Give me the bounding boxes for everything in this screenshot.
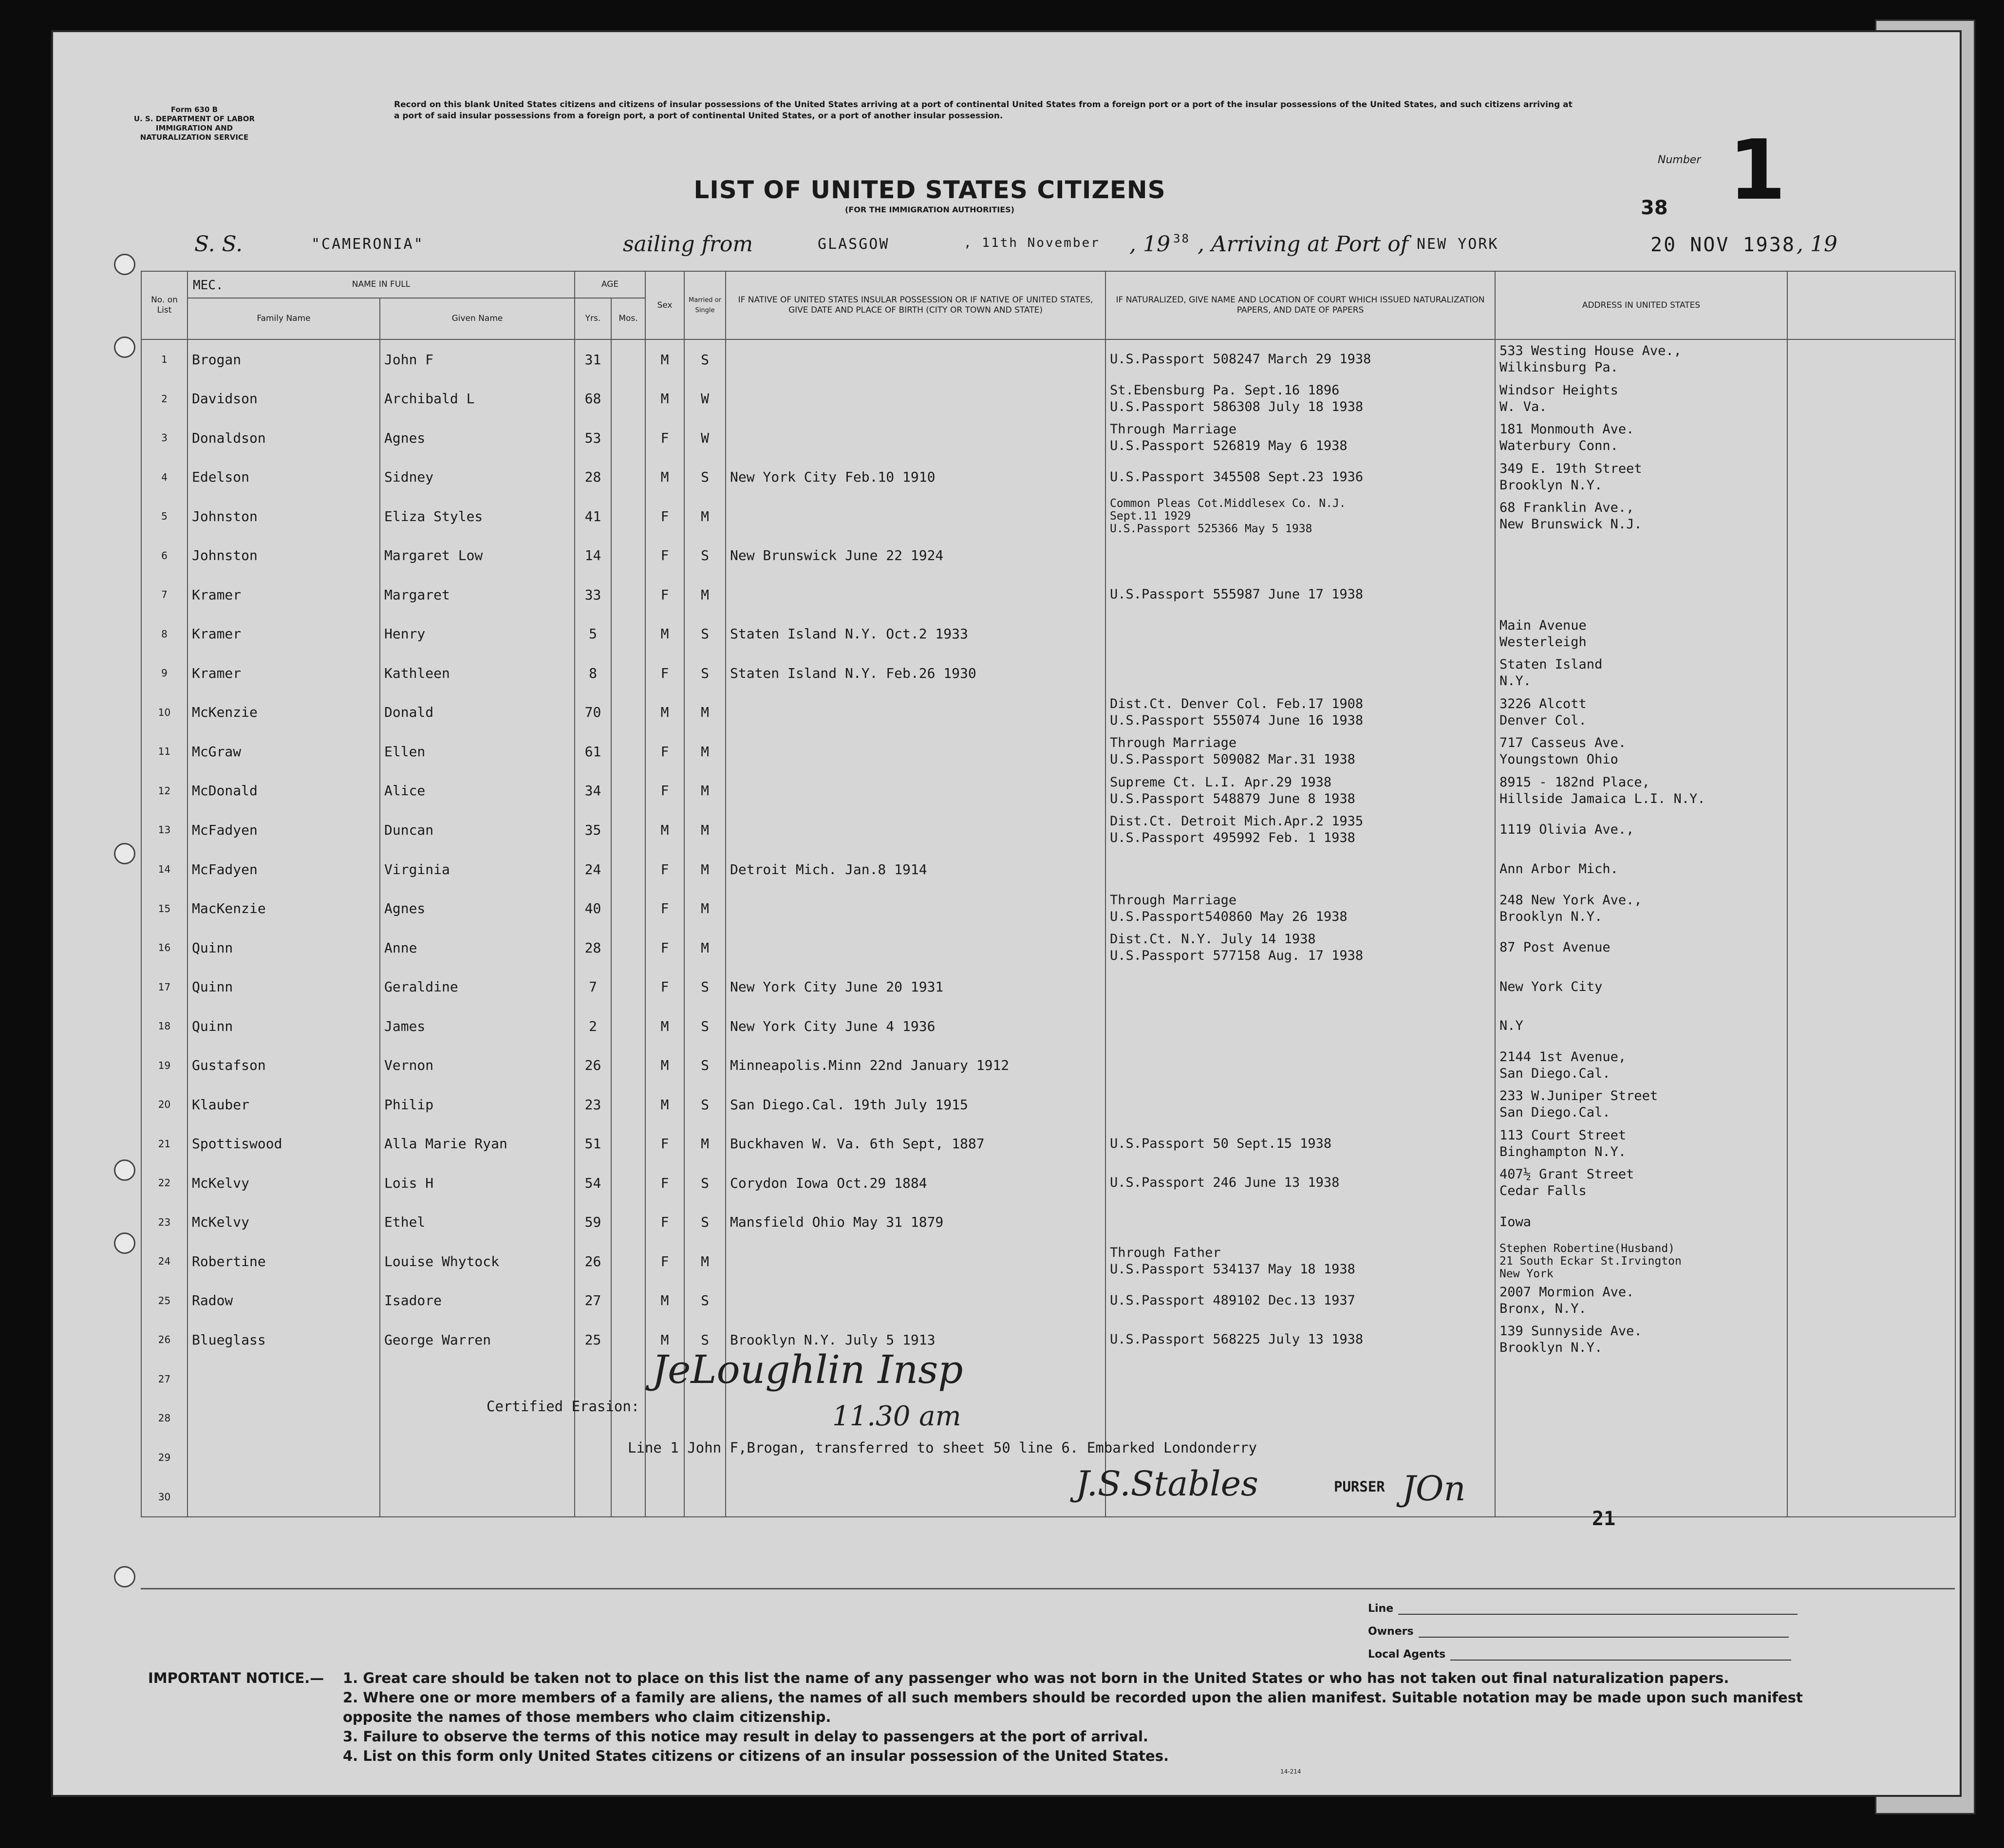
ship-name: "CAMERONIA" — [311, 236, 424, 253]
list-number: 1 — [1728, 122, 1786, 219]
table-row: 25 Radow Isadore 27 M S U.S.Passport 489102 Dec.13 1937 2007 Mormion Ave. Bronx, N.Y. — [141, 1281, 1955, 1320]
arriving-label: , Arriving at Port of — [1198, 232, 1408, 257]
line-field: Line — [1368, 1603, 1798, 1615]
col-no-on-list: No. on List — [141, 271, 187, 339]
notice-heading: IMPORTANT NOTICE.— — [148, 1670, 324, 1686]
table-row: 7 Kramer Margaret 33 F M U.S.Passport 555987 June 17 1938 — [141, 575, 1955, 615]
table-row: 26 Blueglass George Warren 25 M S Brooklyn N.Y. July 5 1913 U.S.Passport 568225 July 13 1938 139 Sunnyside Ave. Brooklyn N.Y. — [141, 1320, 1955, 1360]
notice-item: 3. Failure to observe the terms of this notice may result in delay to passengers at the port of arrival. — [343, 1728, 1148, 1745]
notice-list — [343, 1668, 1853, 1766]
passenger-table — [141, 271, 1956, 1517]
table-row: 21 Spottiswood Alla Marie Ryan 51 F M Buckhaven W. Va. 6th Sept, 1887 U.S.Passport 50 Sept.15 1938 113 Court Street Binghampton N.Y. — [141, 1124, 1955, 1163]
table-row: 16 Quinn Anne 28 F M Dist.Ct. N.Y. July 14 1938 U.S.Passport 577158 Aug. 17 1938 87 Post Avenue — [141, 928, 1955, 968]
purser-label: PURSER — [1334, 1478, 1385, 1495]
col-age: AGE — [575, 271, 645, 298]
table-row: 18 Quinn James 2 M S New York City June 4 1936 N.Y — [141, 1007, 1955, 1046]
year-label: , 19 — [1797, 232, 1837, 257]
punch-hole — [114, 254, 135, 275]
print-code: 14-214 — [1280, 1768, 1301, 1775]
table-row: 15 MacKenzie Agnes 40 F M Through Marriage U.S.Passport540860 May 26 1938 248 New York Ave., Brooklyn N.Y. — [141, 889, 1955, 928]
col-family-name: Family Name — [187, 298, 380, 339]
table-row: 22 McKelvy Lois H 54 F S Corydon Iowa Oct.29 1884 U.S.Passport 246 June 13 1938 407½ Grant Street Cedar Falls — [141, 1163, 1955, 1203]
arrival-date-stamp: 20 NOV 1938 — [1650, 234, 1796, 256]
col-extra — [1787, 271, 1955, 339]
table-row: 5 Johnston Eliza Styles 41 F M Common Pleas Cot.Middlesex Co. N.J. Sept.11 1929 U.S.Passport 525366 May 5 1938 68 Franklin Ave., New Brunswick N.J. — [141, 497, 1955, 536]
sailing-label: sailing from — [623, 232, 753, 257]
certified-erasion-label: Certified Erasion: — [487, 1398, 640, 1415]
time-note: 11.30 am — [832, 1400, 961, 1432]
col-given-name: Given Name — [380, 298, 575, 339]
table-row: 29 — [141, 1437, 1955, 1477]
table-row: 6 Johnston Margaret Low 14 F S New Brunswick June 22 1924 — [141, 536, 1955, 576]
notice-item: 2. Where one or more members of a family are aliens, the names of all such members should be recorded upon the alien manifest. Suitable notation may be made upon such manifest opposite the names of those members who claim citizenship. — [343, 1689, 1803, 1725]
table-row: 8 Kramer Henry 5 M S Staten Island N.Y. Oct.2 1933 Main Avenue Westerleigh — [141, 615, 1955, 654]
table-row: 1 Brogan John F 31 M S U.S.Passport 508247 March 29 1938 533 Westing House Ave., Wilkinsburg Pa. — [141, 339, 1955, 379]
number-label: Number — [1658, 154, 1701, 166]
erasion-line-note: Line 1 John F,Brogan, transferred to sheet 50 line 6. Embarked Londonderry — [628, 1439, 1257, 1456]
purser-initials: JOn — [1402, 1469, 1466, 1509]
ss-label: S. S. — [194, 232, 243, 257]
mec-label: MEC. — [193, 278, 224, 293]
table-row: 11 McGraw Ellen 61 F M Through Marriage U.S.Passport 509082 Mar.31 1938 717 Casseus Ave. Youngstown Ohio — [141, 732, 1955, 771]
port-to: NEW YORK — [1417, 236, 1499, 253]
owners-field: Owners — [1368, 1625, 1789, 1638]
notice-item: 1. Great care should be taken not to place on this list the name of any passenger who was not born in the United States or who has not taken out final naturalization papers. — [343, 1670, 1729, 1686]
year-suffix: 38 — [1173, 232, 1190, 245]
form-identifier: Form 630 B U. S. DEPARTMENT OF LABOR IMMIGRATION AND NATURALIZATION SERVICE — [133, 105, 255, 142]
col-name-in-full — [187, 271, 575, 298]
document-title: LIST OF UNITED STATES CITIZENS — [693, 176, 1166, 204]
table-row: 20 Klauber Philip 23 M S San Diego.Cal. 19th July 1915 233 W.Juniper Street San Diego.Cal. — [141, 1085, 1955, 1124]
table-row: 10 McKenzie Donald 70 M M Dist.Ct. Denver Col. Feb.17 1908 U.S.Passport 555074 June 16 1938 3226 Alcott Denver Col. — [141, 693, 1955, 732]
table-row: 27 — [141, 1359, 1955, 1399]
table-row: 2 Davidson Archibald L 68 M W St.Ebensburg Pa. Sept.16 1896 U.S.Passport 586308 July 18 1938 Windsor Heights W. Va. — [141, 379, 1955, 419]
col-address: ADDRESS IN UNITED STATES — [1495, 271, 1787, 339]
sheet-number: 38 — [1641, 197, 1668, 219]
col-birth: IF NATIVE OF UNITED STATES INSULAR POSSESSION OR IF NATIVE OF UNITED STATES, GIVE DATE AND PLACE OF BIRTH (CITY OR TOWN AND STATE) — [726, 271, 1105, 339]
table-row: 24 Robertine Louise Whytock 26 F M Through Father U.S.Passport 534137 May 18 1938 Stephen Robertine(Husband) 21 South Eckar St.Irvington New York — [141, 1242, 1955, 1281]
table-row: 17 Quinn Geraldine 7 F S New York City June 20 1931 New York City — [141, 967, 1955, 1007]
year-prefix: , 19 — [1129, 232, 1170, 257]
table-row: 4 Edelson Sidney 28 M S New York City Feb.10 1910 U.S.Passport 345508 Sept.23 1936 349 E. 19th Street Brooklyn N.Y. — [141, 458, 1955, 497]
departure-date: , 11th November — [964, 236, 1100, 250]
table-row: 12 McDonald Alice 34 F M Supreme Ct. L.I. Apr.29 1938 U.S.Passport 548879 June 8 1938 8915 - 182nd Place, Hillside Jamaica L.I. N.Y. — [141, 771, 1955, 811]
local-agents-field: Local Agents — [1368, 1648, 1791, 1661]
table-row: 3 Donaldson Agnes 53 F W Through Marriage U.S.Passport 526819 May 6 1938 181 Monmouth Ave. Waterbury Conn. — [141, 418, 1955, 458]
punch-hole — [114, 843, 135, 864]
voyage-line — [194, 232, 1948, 261]
table-row: 14 McFadyen Virginia 24 F M Detroit Mich. Jan.8 1914 Ann Arbor Mich. — [141, 850, 1955, 889]
officer-signature: JeLoughlin Insp — [652, 1347, 963, 1392]
footer-divider — [141, 1588, 1955, 1589]
notice-item: 4. List on this form only United States citizens or citizens of an insular possession of the United States. — [343, 1748, 1169, 1764]
table-row: 19 Gustafson Vernon 26 M S Minneapolis.Minn 22nd January 1912 2144 1st Avenue, San Diego.Cal. — [141, 1045, 1955, 1085]
table-row: 30 — [141, 1477, 1955, 1517]
document-subtitle: (FOR THE IMMIGRATION AUTHORITIES) — [844, 205, 1014, 214]
col-mos: Mos. — [611, 298, 645, 339]
name-in-full-label: NAME IN FULL — [352, 280, 411, 289]
punch-hole — [114, 336, 135, 358]
form-instructions: Record on this blank United States citizens and citizens of insular possessions of the United States arriving at a port of continental United States from a foreign port or a port of the insular possessions of the United States, and such citizens arriving at a port of said insular possessions from a foreign port, a port of continental United States, or a port of another insular possession. — [394, 100, 1573, 121]
page-count: 21 — [1592, 1508, 1616, 1530]
table-row: 13 McFadyen Duncan 35 M M Dist.Ct. Detroit Mich.Apr.2 1935 U.S.Passport 495992 Feb. 1 1938 1119 Olivia Ave., — [141, 810, 1955, 850]
port-from: GLASGOW — [818, 236, 890, 253]
col-yrs: Yrs. — [575, 298, 611, 339]
col-married-single: Married or Single — [684, 271, 726, 339]
table-row: 9 Kramer Kathleen 8 F S Staten Island N.Y. Feb.26 1930 Staten Island N.Y. — [141, 653, 1955, 693]
table-row: 28 — [141, 1399, 1955, 1438]
col-naturalized: IF NATURALIZED, GIVE NAME AND LOCATION OF COURT WHICH ISSUED NATURALIZATION PAPERS, AND DATE OF PAPERS — [1105, 271, 1495, 339]
punch-hole — [114, 1232, 135, 1254]
purser-signature: J.S.Stables — [1076, 1464, 1258, 1504]
col-sex: Sex — [645, 271, 684, 339]
table-row: 23 McKelvy Ethel 59 F S Mansfield Ohio May 31 1879 Iowa — [141, 1202, 1955, 1242]
punch-hole — [114, 1159, 135, 1181]
manifest-sheet — [51, 30, 1962, 1797]
punch-hole — [114, 1566, 135, 1587]
